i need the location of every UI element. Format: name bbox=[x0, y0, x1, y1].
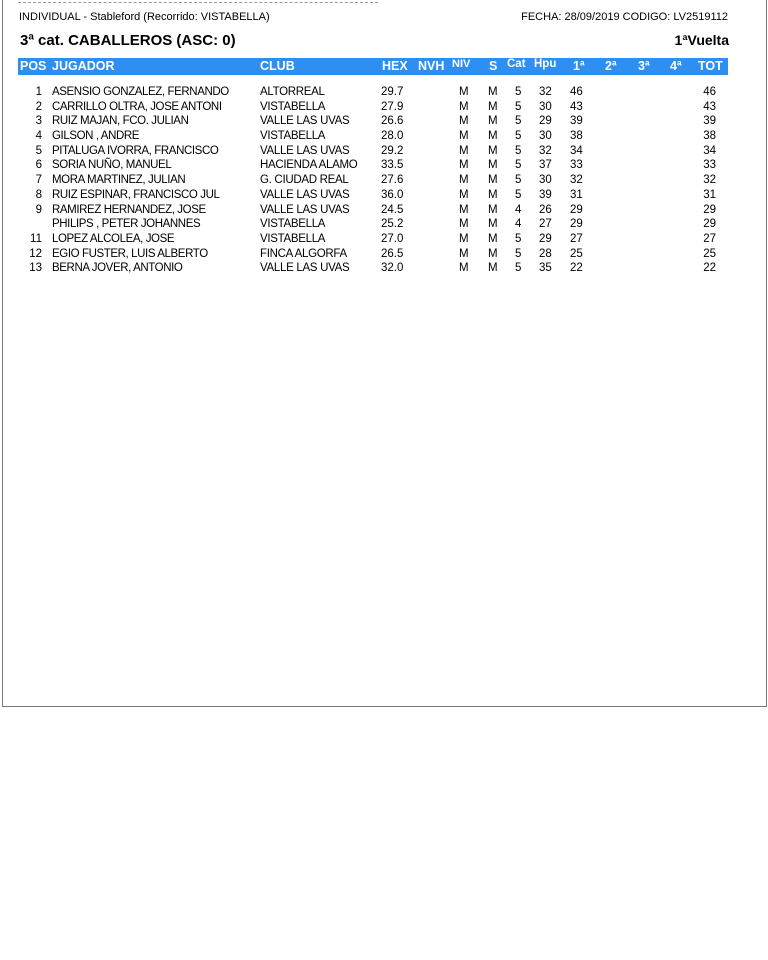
header-s: S bbox=[489, 59, 498, 73]
cell-cat: 5 bbox=[515, 247, 522, 260]
cell-s: M bbox=[488, 86, 498, 98]
cell-s: M bbox=[488, 130, 498, 143]
cell-pos: 13 bbox=[29, 262, 42, 275]
header-cat: Cat bbox=[507, 58, 526, 70]
cell-niv: M bbox=[459, 188, 469, 201]
cell-s: M bbox=[488, 144, 498, 157]
table-row bbox=[18, 101, 728, 116]
cell-cat: 5 bbox=[515, 100, 522, 113]
cell-tot: 38 bbox=[703, 130, 716, 143]
competition-info: INDIVIDUAL - Stableford (Recorrido: VISTABELLA) bbox=[19, 11, 270, 23]
cell-hpu: 32 bbox=[539, 144, 552, 157]
cell-cat: 5 bbox=[515, 86, 522, 98]
results-table-header bbox=[18, 58, 728, 75]
cell-cat: 5 bbox=[515, 144, 522, 157]
cell-round-1: 31 bbox=[570, 188, 583, 201]
cell-tot: 25 bbox=[703, 247, 716, 260]
table-row bbox=[18, 159, 728, 174]
cell-niv: M bbox=[459, 203, 469, 216]
round-title: 1ªVuelta bbox=[674, 32, 729, 48]
header-club: CLUB bbox=[260, 59, 295, 73]
cell-round-1: 39 bbox=[570, 115, 583, 128]
table-row bbox=[18, 174, 728, 189]
cell-club: G. CIUDAD REAL bbox=[260, 174, 349, 187]
cell-hex: 24.5 bbox=[381, 203, 404, 216]
cell-club: VISTABELLA bbox=[260, 130, 326, 143]
cell-niv: M bbox=[459, 159, 469, 172]
cell-tot: 22 bbox=[703, 262, 716, 275]
cell-club: VALLE LAS UVAS bbox=[260, 144, 350, 157]
cell-cat: 5 bbox=[515, 130, 522, 143]
cell-tot: 29 bbox=[703, 218, 716, 231]
cell-niv: M bbox=[459, 100, 469, 113]
cell-pos: 7 bbox=[35, 174, 42, 187]
cell-jugador: RUIZ MAJAN, FCO. JULIAN bbox=[52, 115, 189, 128]
cell-cat: 5 bbox=[515, 115, 522, 128]
header-round-1: 1ª bbox=[573, 59, 585, 73]
cell-pos: 3 bbox=[35, 115, 42, 128]
cell-cat: 5 bbox=[515, 262, 522, 275]
table-row bbox=[18, 204, 728, 219]
cell-hpu: 39 bbox=[539, 188, 552, 201]
cell-s: M bbox=[488, 115, 498, 128]
cell-round-1: 32 bbox=[570, 174, 583, 187]
header-round-2: 2ª bbox=[605, 59, 617, 73]
cell-tot: 39 bbox=[703, 115, 716, 128]
cell-jugador: EGIO FUSTER, LUIS ALBERTO bbox=[52, 247, 208, 260]
cell-round-1: 27 bbox=[570, 232, 583, 245]
cell-pos: 12 bbox=[29, 247, 42, 260]
cell-jugador: RAMIREZ HERNANDEZ, JOSE bbox=[52, 203, 206, 216]
cell-club: ALTORREAL bbox=[260, 86, 325, 98]
cell-hex: 33.5 bbox=[381, 159, 404, 172]
cell-round-1: 33 bbox=[570, 159, 583, 172]
cell-hpu: 29 bbox=[539, 232, 552, 245]
cell-tot: 46 bbox=[703, 86, 716, 98]
table-row bbox=[18, 86, 728, 101]
cell-hex: 26.6 bbox=[381, 115, 404, 128]
cell-club: VALLE LAS UVAS bbox=[260, 115, 350, 128]
cell-hpu: 30 bbox=[539, 174, 552, 187]
cell-hpu: 30 bbox=[539, 100, 552, 113]
cell-hpu: 32 bbox=[539, 86, 552, 98]
cell-hpu: 29 bbox=[539, 115, 552, 128]
cell-s: M bbox=[488, 159, 498, 172]
cell-round-1: 34 bbox=[570, 144, 583, 157]
cell-hex: 27.6 bbox=[381, 174, 404, 187]
cell-tot: 27 bbox=[703, 232, 716, 245]
cell-niv: M bbox=[459, 232, 469, 245]
table-row bbox=[18, 262, 728, 277]
header-jugador: JUGADOR bbox=[52, 59, 115, 73]
cell-hex: 25.2 bbox=[381, 218, 404, 231]
header-pos: POS bbox=[20, 59, 47, 73]
cell-club: VALLE LAS UVAS bbox=[260, 203, 350, 216]
cell-niv: M bbox=[459, 218, 469, 231]
cell-jugador: RUIZ ESPINAR, FRANCISCO JUL bbox=[52, 188, 220, 201]
cell-s: M bbox=[488, 174, 498, 187]
cell-hpu: 27 bbox=[539, 218, 552, 231]
cell-tot: 33 bbox=[703, 159, 716, 172]
cell-round-1: 22 bbox=[570, 262, 583, 275]
cell-club: VISTABELLA bbox=[260, 100, 326, 113]
table-row bbox=[18, 145, 728, 160]
cell-jugador: ASENSIO GONZALEZ, FERNANDO bbox=[52, 86, 229, 98]
cell-hpu: 30 bbox=[539, 130, 552, 143]
cell-cat: 4 bbox=[515, 203, 522, 216]
table-row bbox=[18, 115, 728, 130]
cell-niv: M bbox=[459, 174, 469, 187]
cell-cat: 5 bbox=[515, 232, 522, 245]
cell-hex: 26.5 bbox=[381, 247, 404, 260]
cell-s: M bbox=[488, 203, 498, 216]
cell-jugador: BERNA JOVER, ANTONIO bbox=[52, 262, 183, 275]
cell-cat: 5 bbox=[515, 159, 522, 172]
cell-club: HACIENDA ALAMO bbox=[260, 159, 358, 172]
cell-hex: 27.0 bbox=[381, 232, 404, 245]
cell-cat: 5 bbox=[515, 174, 522, 187]
cell-club: VISTABELLA bbox=[260, 232, 326, 245]
cell-hex: 29.2 bbox=[381, 144, 404, 157]
cell-round-1: 25 bbox=[570, 247, 583, 260]
cell-s: M bbox=[488, 100, 498, 113]
cell-pos: 2 bbox=[35, 100, 42, 113]
header-tot: TOT bbox=[698, 59, 723, 73]
table-row bbox=[18, 130, 728, 145]
cell-niv: M bbox=[459, 115, 469, 128]
cell-jugador: PHILIPS , PETER JOHANNES bbox=[52, 218, 201, 231]
cell-hpu: 37 bbox=[539, 159, 552, 172]
cell-club: VALLE LAS UVAS bbox=[260, 262, 350, 275]
cell-hex: 27.9 bbox=[381, 100, 404, 113]
cell-s: M bbox=[488, 232, 498, 245]
cell-jugador: PITALUGA IVORRA, FRANCISCO bbox=[52, 144, 219, 157]
cell-pos: 11 bbox=[30, 232, 42, 245]
cell-tot: 31 bbox=[703, 188, 716, 201]
cell-tot: 29 bbox=[703, 203, 716, 216]
cell-club: FINCA ALGORFA bbox=[260, 247, 347, 260]
cell-s: M bbox=[488, 247, 498, 260]
cell-round-1: 29 bbox=[570, 203, 583, 216]
cell-jugador: MORA MARTINEZ, JULIAN bbox=[52, 174, 186, 187]
cell-niv: M bbox=[459, 130, 469, 143]
header-round-4: 4ª bbox=[670, 59, 682, 73]
cell-pos: 5 bbox=[35, 144, 42, 157]
cell-jugador: CARRILLO OLTRA, JOSE ANTONI bbox=[52, 100, 222, 113]
cell-tot: 34 bbox=[703, 144, 716, 157]
cell-niv: M bbox=[459, 247, 469, 260]
cell-s: M bbox=[488, 262, 498, 275]
table-row bbox=[18, 218, 728, 233]
cell-s: M bbox=[488, 218, 498, 231]
results-table-body bbox=[18, 86, 728, 277]
cell-jugador: LOPEZ ALCOLEA, JOSE bbox=[52, 232, 175, 245]
cell-hpu: 35 bbox=[539, 262, 552, 275]
header-hex: HEX bbox=[382, 59, 408, 73]
header-round-3: 3ª bbox=[638, 59, 650, 73]
cell-round-1: 46 bbox=[570, 86, 583, 98]
cell-pos: 9 bbox=[35, 203, 42, 216]
header-nvh: NVH bbox=[418, 59, 445, 73]
cell-pos: 8 bbox=[35, 188, 42, 201]
top-dashed-rule bbox=[18, 2, 378, 3]
cell-niv: M bbox=[459, 86, 469, 98]
cell-hpu: 28 bbox=[539, 247, 552, 260]
cell-hpu: 26 bbox=[539, 203, 552, 216]
cell-hex: 32.0 bbox=[381, 262, 404, 275]
cell-niv: M bbox=[459, 262, 469, 275]
cell-niv: M bbox=[459, 144, 469, 157]
date-code-info: FECHA: 28/09/2019 CODIGO: LV2519112 bbox=[521, 11, 728, 23]
cell-round-1: 43 bbox=[570, 100, 583, 113]
table-row bbox=[18, 233, 728, 248]
cell-round-1: 29 bbox=[570, 218, 583, 231]
cell-pos: 6 bbox=[35, 159, 42, 172]
cell-jugador: GILSON , ANDRE bbox=[52, 130, 140, 143]
cell-s: M bbox=[488, 188, 498, 201]
category-title: 3ª cat. CABALLEROS (ASC: 0) bbox=[20, 32, 236, 49]
cell-pos: 4 bbox=[35, 130, 42, 143]
cell-hex: 36.0 bbox=[381, 188, 404, 201]
cell-hex: 29.7 bbox=[381, 86, 404, 98]
cell-cat: 5 bbox=[515, 188, 522, 201]
cell-club: VISTABELLA bbox=[260, 218, 326, 231]
cell-tot: 32 bbox=[703, 174, 716, 187]
table-row bbox=[18, 189, 728, 204]
table-row bbox=[18, 248, 728, 263]
cell-club: VALLE LAS UVAS bbox=[260, 188, 350, 201]
cell-cat: 4 bbox=[515, 218, 522, 231]
cell-jugador: SORIA NUÑO, MANUEL bbox=[52, 159, 172, 172]
cell-pos: 1 bbox=[35, 86, 42, 98]
cell-round-1: 38 bbox=[570, 130, 583, 143]
cell-hex: 28.0 bbox=[381, 130, 404, 143]
cell-tot: 43 bbox=[703, 100, 716, 113]
header-hpu: Hpu bbox=[534, 58, 557, 70]
header-niv: NIV bbox=[452, 58, 471, 70]
